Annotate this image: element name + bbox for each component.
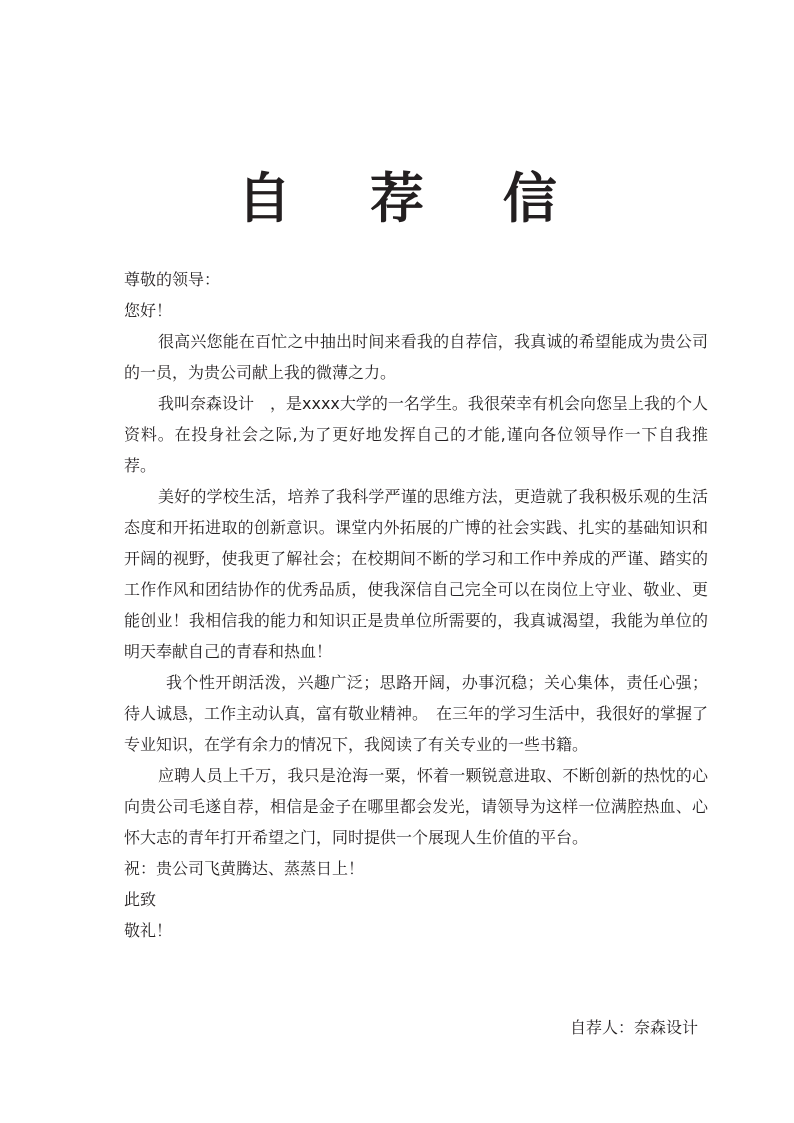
paragraph-school-life: 美好的学校生活，培养了我科学严谨的思维方法，更造就了我积极乐观的生活态度和开拓进取的创新意识。课堂内外拓展的广博的社会实践、扎实的基础知识和开阔的视野，使我更了解社会；在校期间不断的学习和工作中养成的严谨、踏实的工作作风和团结协作的优秀品质，使我深信自己完全可以在岗位上守业、敬业、更能创业！我相信我的能力和知识正是贵单位所需要的，我真诚渴望，我能为单位的明天奉献自己的青春和热血！ bbox=[124, 487, 708, 661]
signature: 自荐人：奈森设计 bbox=[569, 1018, 698, 1037]
wishes-line: 祝：贵公司飞黄腾达、蒸蒸日上！ bbox=[124, 859, 365, 878]
paragraph-self-intro: 我叫奈森设计 ，是xxxx大学的一名学生。我很荣幸有机会向您呈上我的个人资料。在投身社会之际,为了更好地发挥自己的才能,谨向各位领导作一下自我推荐。 bbox=[124, 394, 708, 475]
letter-body bbox=[124, 264, 708, 946]
paragraph-intro: 很高兴您能在百忙之中抽出时间来看我的自荐信，我真诚的希望能成为贵公司的一员，为贵公司献上我的微薄之力。 bbox=[124, 332, 708, 382]
paragraph-closing: 应聘人员上千万，我只是沧海一粟，怀着一颗锐意进取、不断创新的热忱的心向贵公司毛遂自荐，相信是金子在哪里都会发光，请领导为这样一位满腔热血、心怀大志的青年打开希望之门，同时提供一个展现人生价值的平台。 bbox=[124, 766, 708, 847]
paragraph-personality: 我个性开朗活泼，兴趣广泛；思路开阔，办事沉稳；关心集体，责任心强；待人诚恳，工作主动认真，富有敬业精神。 在三年的学习生活中，我很好的掌握了专业知识，在学有余力的情况下，我阅读了有关专业的一些书籍。 bbox=[124, 673, 709, 754]
greeting: 您好！ bbox=[124, 301, 173, 320]
respect-line-1: 此致 bbox=[124, 890, 157, 909]
salutation: 尊敬的领导： bbox=[124, 270, 221, 289]
letter-title: 自 荐 信 bbox=[237, 167, 587, 230]
respect-line-2: 敬礼！ bbox=[124, 921, 173, 940]
